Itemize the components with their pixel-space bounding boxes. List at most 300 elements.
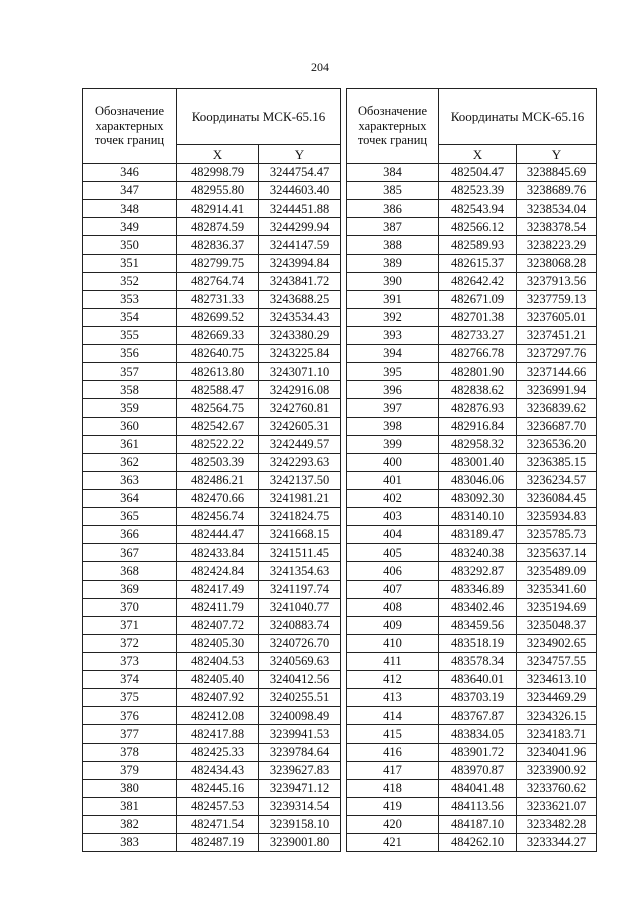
y-coordinate-cell: 3240412.56 [259, 671, 341, 689]
x-coordinate-cell: 482588.47 [177, 381, 259, 399]
y-coordinate-cell: 3235048.37 [517, 616, 597, 634]
table-row [347, 435, 597, 453]
y-coordinate-cell: 3234469.29 [517, 689, 597, 707]
point-number-cell: 358 [83, 381, 177, 399]
table-row [83, 815, 341, 833]
point-number-cell: 364 [83, 489, 177, 507]
table-row [83, 652, 341, 670]
table-row [347, 761, 597, 779]
y-coordinate-cell: 3237451.21 [517, 326, 597, 344]
x-coordinate-cell: 482838.62 [439, 381, 517, 399]
point-number-cell: 396 [347, 381, 439, 399]
table-row [347, 471, 597, 489]
point-number-cell: 409 [347, 616, 439, 634]
y-coordinate-cell: 3243380.29 [259, 326, 341, 344]
y-coordinate-cell: 3235637.14 [517, 544, 597, 562]
table-row [83, 471, 341, 489]
x-coordinate-cell: 482411.79 [177, 598, 259, 616]
y-coordinate-cell: 3244299.94 [259, 218, 341, 236]
y-coordinate-cell: 3233344.27 [517, 834, 597, 852]
y-coordinate-cell: 3241981.21 [259, 489, 341, 507]
point-number-cell: 347 [83, 182, 177, 200]
x-coordinate-cell: 483092.30 [439, 489, 517, 507]
point-number-cell: 356 [83, 345, 177, 363]
point-number-cell: 376 [83, 707, 177, 725]
y-coordinate-cell: 3240255.51 [259, 689, 341, 707]
table-row [83, 182, 341, 200]
table-row [347, 616, 597, 634]
x-coordinate-cell: 482456.74 [177, 508, 259, 526]
x-coordinate-cell: 483240.38 [439, 544, 517, 562]
x-coordinate-cell: 482424.84 [177, 562, 259, 580]
x-coordinate-cell: 482486.21 [177, 471, 259, 489]
table-row [347, 326, 597, 344]
point-number-cell: 410 [347, 634, 439, 652]
point-number-cell: 361 [83, 435, 177, 453]
point-number-cell: 405 [347, 544, 439, 562]
x-coordinate-cell: 482998.79 [177, 164, 259, 182]
point-number-cell: 386 [347, 200, 439, 218]
y-coordinate-cell: 3242293.63 [259, 453, 341, 471]
y-coordinate-cell: 3237297.76 [517, 345, 597, 363]
table-row [83, 526, 341, 544]
y-coordinate-cell: 3243225.84 [259, 345, 341, 363]
table-row [83, 634, 341, 652]
point-number-cell: 414 [347, 707, 439, 725]
table-row [347, 218, 597, 236]
table-row [83, 689, 341, 707]
x-coordinate-cell: 482407.92 [177, 689, 259, 707]
x-coordinate-cell: 482699.52 [177, 308, 259, 326]
x-coordinate-cell: 483834.05 [439, 725, 517, 743]
y-coordinate-cell: 3244603.40 [259, 182, 341, 200]
table-row [347, 345, 597, 363]
table-row [347, 834, 597, 852]
y-header: Y [259, 145, 341, 164]
x-coordinate-cell: 482417.88 [177, 725, 259, 743]
table-row [347, 634, 597, 652]
x-coordinate-cell: 483518.19 [439, 634, 517, 652]
x-coordinate-cell: 483189.47 [439, 526, 517, 544]
y-coordinate-cell: 3240569.63 [259, 652, 341, 670]
table-row [83, 399, 341, 417]
y-coordinate-cell: 3242449.57 [259, 435, 341, 453]
point-number-cell: 351 [83, 254, 177, 272]
table-row [83, 272, 341, 290]
point-number-cell: 371 [83, 616, 177, 634]
point-number-cell: 377 [83, 725, 177, 743]
y-coordinate-cell: 3236385.15 [517, 453, 597, 471]
y-coordinate-cell: 3235785.73 [517, 526, 597, 544]
y-coordinate-cell: 3242137.50 [259, 471, 341, 489]
point-number-cell: 393 [347, 326, 439, 344]
y-coordinate-cell: 3242605.31 [259, 417, 341, 435]
y-coordinate-cell: 3234613.10 [517, 671, 597, 689]
x-coordinate-cell: 483402.46 [439, 598, 517, 616]
x-coordinate-cell: 483459.56 [439, 616, 517, 634]
table-row [347, 598, 597, 616]
x-coordinate-cell: 483001.40 [439, 453, 517, 471]
table-row [83, 797, 341, 815]
x-header: X [439, 145, 517, 164]
table-row [83, 562, 341, 580]
page-number: 204 [311, 60, 329, 74]
point-number-cell: 408 [347, 598, 439, 616]
point-number-cell: 388 [347, 236, 439, 254]
x-coordinate-cell: 482543.94 [439, 200, 517, 218]
x-coordinate-cell: 484041.48 [439, 779, 517, 797]
table-row [83, 363, 341, 381]
table-row [347, 725, 597, 743]
x-coordinate-cell: 484262.10 [439, 834, 517, 852]
point-number-cell: 399 [347, 435, 439, 453]
table-row [347, 200, 597, 218]
x-coordinate-cell: 482916.84 [439, 417, 517, 435]
table-row [83, 508, 341, 526]
y-coordinate-cell: 3236991.94 [517, 381, 597, 399]
table-row [347, 272, 597, 290]
x-coordinate-cell: 482434.43 [177, 761, 259, 779]
y-coordinate-cell: 3234041.96 [517, 743, 597, 761]
point-number-cell: 362 [83, 453, 177, 471]
y-coordinate-cell: 3238223.29 [517, 236, 597, 254]
table-row [347, 254, 597, 272]
x-coordinate-cell: 482522.22 [177, 435, 259, 453]
table-row [347, 815, 597, 833]
table-row [347, 689, 597, 707]
point-number-cell: 401 [347, 471, 439, 489]
x-coordinate-cell: 482433.84 [177, 544, 259, 562]
table-row [347, 182, 597, 200]
point-number-cell: 355 [83, 326, 177, 344]
point-number-cell: 411 [347, 652, 439, 670]
x-coordinate-cell: 482470.66 [177, 489, 259, 507]
point-number-cell: 407 [347, 580, 439, 598]
table-row [347, 489, 597, 507]
y-coordinate-cell: 3235341.60 [517, 580, 597, 598]
x-coordinate-cell: 482444.47 [177, 526, 259, 544]
table-body-right [347, 164, 597, 852]
x-coordinate-cell: 482876.93 [439, 399, 517, 417]
x-coordinate-cell: 484113.56 [439, 797, 517, 815]
table-row [347, 707, 597, 725]
point-number-cell: 374 [83, 671, 177, 689]
point-number-cell: 384 [347, 164, 439, 182]
point-number-cell: 412 [347, 671, 439, 689]
x-coordinate-cell: 482958.32 [439, 435, 517, 453]
point-number-cell: 365 [83, 508, 177, 526]
x-coordinate-cell: 483140.10 [439, 508, 517, 526]
y-coordinate-cell: 3240883.74 [259, 616, 341, 634]
point-number-cell: 400 [347, 453, 439, 471]
table-row [347, 164, 597, 182]
y-header: Y [517, 145, 597, 164]
x-coordinate-cell: 482836.37 [177, 236, 259, 254]
y-coordinate-cell: 3239471.12 [259, 779, 341, 797]
table-row [83, 417, 341, 435]
x-coordinate-cell: 483703.19 [439, 689, 517, 707]
y-coordinate-cell: 3241824.75 [259, 508, 341, 526]
y-coordinate-cell: 3241668.15 [259, 526, 341, 544]
y-coordinate-cell: 3241197.74 [259, 580, 341, 598]
y-coordinate-cell: 3243994.84 [259, 254, 341, 272]
table-row [83, 345, 341, 363]
x-coordinate-cell: 483970.87 [439, 761, 517, 779]
x-coordinate-cell: 483640.01 [439, 671, 517, 689]
table-row [347, 562, 597, 580]
x-coordinate-cell: 482642.42 [439, 272, 517, 290]
point-number-cell: 419 [347, 797, 439, 815]
point-number-cell: 395 [347, 363, 439, 381]
table-row [347, 290, 597, 308]
table-row [83, 544, 341, 562]
table-row [347, 652, 597, 670]
y-coordinate-cell: 3238534.04 [517, 200, 597, 218]
y-coordinate-cell: 3238378.54 [517, 218, 597, 236]
x-coordinate-cell: 482404.53 [177, 652, 259, 670]
table-row [83, 707, 341, 725]
table-row [347, 508, 597, 526]
y-coordinate-cell: 3243841.72 [259, 272, 341, 290]
point-number-cell: 369 [83, 580, 177, 598]
y-coordinate-cell: 3239001.80 [259, 834, 341, 852]
y-coordinate-cell: 3233621.07 [517, 797, 597, 815]
point-number-cell: 381 [83, 797, 177, 815]
point-number-cell: 375 [83, 689, 177, 707]
table-row [83, 435, 341, 453]
y-coordinate-cell: 3237759.13 [517, 290, 597, 308]
point-label-header: Обозначение характерных точек границ [83, 89, 177, 164]
table-row [347, 453, 597, 471]
point-number-cell: 416 [347, 743, 439, 761]
x-coordinate-cell: 482640.75 [177, 345, 259, 363]
point-number-cell: 398 [347, 417, 439, 435]
y-coordinate-cell: 3236839.62 [517, 399, 597, 417]
x-coordinate-cell: 482801.90 [439, 363, 517, 381]
y-coordinate-cell: 3242760.81 [259, 399, 341, 417]
y-coordinate-cell: 3244451.88 [259, 200, 341, 218]
point-number-cell: 417 [347, 761, 439, 779]
point-number-cell: 390 [347, 272, 439, 290]
x-coordinate-cell: 482487.19 [177, 834, 259, 852]
x-coordinate-cell: 482417.49 [177, 580, 259, 598]
point-number-cell: 366 [83, 526, 177, 544]
point-number-cell: 359 [83, 399, 177, 417]
point-number-cell: 404 [347, 526, 439, 544]
y-coordinate-cell: 3236234.57 [517, 471, 597, 489]
table-row [83, 381, 341, 399]
table-row [347, 236, 597, 254]
y-coordinate-cell: 3235934.83 [517, 508, 597, 526]
x-coordinate-cell: 482445.16 [177, 779, 259, 797]
y-coordinate-cell: 3233482.28 [517, 815, 597, 833]
x-coordinate-cell: 482799.75 [177, 254, 259, 272]
x-coordinate-cell: 482613.80 [177, 363, 259, 381]
x-coordinate-cell: 482457.53 [177, 797, 259, 815]
table-row [83, 200, 341, 218]
table-row [83, 761, 341, 779]
x-coordinate-cell: 483901.72 [439, 743, 517, 761]
table-row [83, 218, 341, 236]
x-coordinate-cell: 482766.78 [439, 345, 517, 363]
x-coordinate-cell: 482731.33 [177, 290, 259, 308]
point-number-cell: 346 [83, 164, 177, 182]
y-coordinate-cell: 3234183.71 [517, 725, 597, 743]
point-number-cell: 349 [83, 218, 177, 236]
point-number-cell: 372 [83, 634, 177, 652]
point-number-cell: 391 [347, 290, 439, 308]
x-coordinate-cell: 483346.89 [439, 580, 517, 598]
point-number-cell: 397 [347, 399, 439, 417]
y-coordinate-cell: 3243688.25 [259, 290, 341, 308]
y-coordinate-cell: 3237913.56 [517, 272, 597, 290]
point-number-cell: 383 [83, 834, 177, 852]
coordinates-table-left [82, 88, 341, 852]
point-number-cell: 352 [83, 272, 177, 290]
table-row [83, 164, 341, 182]
y-coordinate-cell: 3237605.01 [517, 308, 597, 326]
y-coordinate-cell: 3233900.92 [517, 761, 597, 779]
y-coordinate-cell: 3242916.08 [259, 381, 341, 399]
x-coordinate-cell: 482669.33 [177, 326, 259, 344]
table-row [83, 616, 341, 634]
point-number-cell: 413 [347, 689, 439, 707]
y-coordinate-cell: 3239784.64 [259, 743, 341, 761]
y-coordinate-cell: 3235489.09 [517, 562, 597, 580]
point-number-cell: 418 [347, 779, 439, 797]
x-coordinate-cell: 482874.59 [177, 218, 259, 236]
point-number-cell: 348 [83, 200, 177, 218]
point-number-cell: 368 [83, 562, 177, 580]
y-coordinate-cell: 3238068.28 [517, 254, 597, 272]
x-coordinate-cell: 482405.30 [177, 634, 259, 652]
y-coordinate-cell: 3236687.70 [517, 417, 597, 435]
table-row [83, 834, 341, 852]
x-header: X [177, 145, 259, 164]
point-number-cell: 403 [347, 508, 439, 526]
coord-system-header: Координаты МСК-65.16 [439, 89, 597, 145]
point-number-cell: 370 [83, 598, 177, 616]
table-row [83, 489, 341, 507]
x-coordinate-cell: 482471.54 [177, 815, 259, 833]
x-coordinate-cell: 482764.74 [177, 272, 259, 290]
x-coordinate-cell: 482523.39 [439, 182, 517, 200]
point-number-cell: 353 [83, 290, 177, 308]
point-number-cell: 394 [347, 345, 439, 363]
table-row [83, 779, 341, 797]
x-coordinate-cell: 483767.87 [439, 707, 517, 725]
x-coordinate-cell: 483578.34 [439, 652, 517, 670]
y-coordinate-cell: 3241511.45 [259, 544, 341, 562]
table-row [83, 453, 341, 471]
y-coordinate-cell: 3241354.63 [259, 562, 341, 580]
y-coordinate-cell: 3239314.54 [259, 797, 341, 815]
point-label-header: Обозначение характерных точек границ [347, 89, 439, 164]
y-coordinate-cell: 3236536.20 [517, 435, 597, 453]
y-coordinate-cell: 3244147.59 [259, 236, 341, 254]
table-row [347, 399, 597, 417]
point-number-cell: 385 [347, 182, 439, 200]
point-number-cell: 420 [347, 815, 439, 833]
x-coordinate-cell: 482566.12 [439, 218, 517, 236]
y-coordinate-cell: 3233760.62 [517, 779, 597, 797]
table-row [83, 236, 341, 254]
coordinates-table-right [346, 88, 597, 852]
table-row [347, 308, 597, 326]
point-number-cell: 367 [83, 544, 177, 562]
x-coordinate-cell: 482671.09 [439, 290, 517, 308]
x-coordinate-cell: 482503.39 [177, 453, 259, 471]
table-row [83, 580, 341, 598]
point-number-cell: 378 [83, 743, 177, 761]
table-row [347, 417, 597, 435]
point-number-cell: 354 [83, 308, 177, 326]
table-row [347, 743, 597, 761]
table-row [347, 580, 597, 598]
table-row [83, 254, 341, 272]
y-coordinate-cell: 3238689.76 [517, 182, 597, 200]
y-coordinate-cell: 3239941.53 [259, 725, 341, 743]
table-row [83, 743, 341, 761]
x-coordinate-cell: 482412.08 [177, 707, 259, 725]
coord-system-header: Координаты МСК-65.16 [177, 89, 341, 145]
x-coordinate-cell: 482914.41 [177, 200, 259, 218]
y-coordinate-cell: 3243534.43 [259, 308, 341, 326]
x-coordinate-cell: 483046.06 [439, 471, 517, 489]
x-coordinate-cell: 482733.27 [439, 326, 517, 344]
x-coordinate-cell: 482405.40 [177, 671, 259, 689]
point-number-cell: 387 [347, 218, 439, 236]
point-number-cell: 392 [347, 308, 439, 326]
x-coordinate-cell: 482407.72 [177, 616, 259, 634]
table-row [83, 290, 341, 308]
point-number-cell: 380 [83, 779, 177, 797]
point-number-cell: 379 [83, 761, 177, 779]
y-coordinate-cell: 3234757.55 [517, 652, 597, 670]
y-coordinate-cell: 3234902.65 [517, 634, 597, 652]
table-row [347, 797, 597, 815]
point-number-cell: 402 [347, 489, 439, 507]
y-coordinate-cell: 3240098.49 [259, 707, 341, 725]
y-coordinate-cell: 3239158.10 [259, 815, 341, 833]
table-row [83, 308, 341, 326]
table-row [83, 725, 341, 743]
table-row [347, 381, 597, 399]
y-coordinate-cell: 3235194.69 [517, 598, 597, 616]
y-coordinate-cell: 3237144.66 [517, 363, 597, 381]
point-number-cell: 421 [347, 834, 439, 852]
y-coordinate-cell: 3236084.45 [517, 489, 597, 507]
x-coordinate-cell: 482564.75 [177, 399, 259, 417]
point-number-cell: 357 [83, 363, 177, 381]
point-number-cell: 350 [83, 236, 177, 254]
table-row [347, 363, 597, 381]
x-coordinate-cell: 482615.37 [439, 254, 517, 272]
x-coordinate-cell: 482542.67 [177, 417, 259, 435]
y-coordinate-cell: 3241040.77 [259, 598, 341, 616]
x-coordinate-cell: 484187.10 [439, 815, 517, 833]
y-coordinate-cell: 3239627.83 [259, 761, 341, 779]
point-number-cell: 382 [83, 815, 177, 833]
point-number-cell: 363 [83, 471, 177, 489]
table-row [83, 326, 341, 344]
y-coordinate-cell: 3240726.70 [259, 634, 341, 652]
y-coordinate-cell: 3234326.15 [517, 707, 597, 725]
point-number-cell: 406 [347, 562, 439, 580]
x-coordinate-cell: 482955.80 [177, 182, 259, 200]
x-coordinate-cell: 483292.87 [439, 562, 517, 580]
x-coordinate-cell: 482589.93 [439, 236, 517, 254]
